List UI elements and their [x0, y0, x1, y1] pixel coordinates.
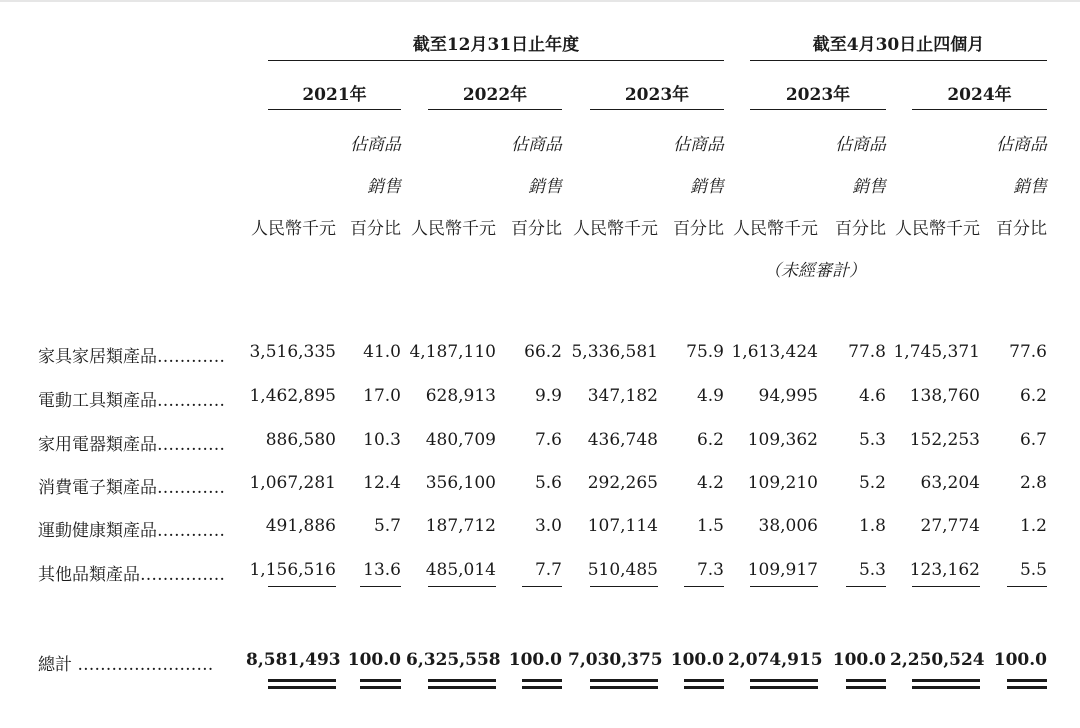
cell-percent: 4.6 — [858, 386, 886, 406]
total-amount: 7,030,375 — [568, 650, 663, 670]
col-amount: 人民幣千元 — [733, 219, 818, 239]
total-double-rule-top — [522, 679, 562, 682]
total-double-rule-bottom — [360, 686, 401, 689]
cell-amount: 485,014 — [425, 560, 496, 580]
cell-percent: 77.8 — [848, 342, 886, 362]
year-rule — [428, 109, 562, 110]
unaudited-note: （未經審計） — [764, 261, 866, 281]
total-double-rule-top — [268, 679, 336, 682]
cell-percent: 1.8 — [858, 516, 886, 536]
col-pct-line2: 銷售 — [528, 177, 562, 197]
total-double-rule-top — [684, 679, 724, 682]
col-pct-line3: 百分比 — [835, 219, 886, 239]
cell-amount: 436,748 — [587, 430, 658, 450]
cell-amount: 628,913 — [425, 386, 496, 406]
total-double-rule-bottom — [268, 686, 336, 689]
cell-percent: 3.0 — [534, 516, 562, 536]
subtotal-rule — [750, 586, 818, 587]
cell-amount: 347,182 — [587, 386, 658, 406]
cell-amount: 3,516,335 — [249, 342, 336, 362]
cell-amount: 27,774 — [920, 516, 980, 536]
cell-amount: 109,362 — [747, 430, 818, 450]
col-pct-line2: 銷售 — [367, 177, 401, 197]
cell-percent: 9.9 — [534, 386, 562, 406]
cell-amount: 138,760 — [909, 386, 980, 406]
total-double-rule-bottom — [912, 686, 980, 689]
cell-percent: 5.7 — [373, 516, 401, 536]
subtotal-rule — [360, 586, 401, 587]
cell-amount: 38,006 — [758, 516, 818, 536]
year-rule — [912, 109, 1047, 110]
total-double-rule-top — [846, 679, 886, 682]
total-amount: 2,250,524 — [890, 650, 985, 670]
cell-amount: 5,336,581 — [571, 342, 658, 362]
col-amount: 人民幣千元 — [573, 219, 658, 239]
top-border — [0, 0, 1080, 2]
cell-percent: 4.9 — [696, 386, 724, 406]
subtotal-rule — [846, 586, 886, 587]
year-rule — [750, 109, 886, 110]
cell-percent: 5.3 — [858, 560, 886, 580]
total-percent: 100.0 — [670, 650, 724, 670]
total-amount: 2,074,915 — [728, 650, 823, 670]
cell-amount: 1,067,281 — [249, 473, 336, 493]
year-2021: 2021年 — [302, 85, 367, 105]
col-amount: 人民幣千元 — [895, 219, 980, 239]
cell-percent: 10.3 — [363, 430, 401, 450]
cell-percent: 5.5 — [1019, 560, 1047, 580]
total-double-rule-top — [428, 679, 496, 682]
cell-amount: 886,580 — [265, 430, 336, 450]
cell-amount: 94,995 — [758, 386, 818, 406]
total-double-rule-bottom — [1007, 686, 1047, 689]
col-pct-line2: 銷售 — [690, 177, 724, 197]
total-double-rule-top — [1007, 679, 1047, 682]
cell-percent: 5.3 — [858, 430, 886, 450]
total-amount: 8,581,493 — [246, 650, 341, 670]
col-pct-line3: 百分比 — [511, 219, 562, 239]
year-2022: 2022年 — [462, 85, 528, 105]
cell-percent: 7.7 — [534, 560, 562, 580]
period-2024: 2024年 — [947, 85, 1012, 105]
cell-amount: 4,187,110 — [409, 342, 496, 362]
row-label: 家具家居類產品………… — [38, 347, 225, 367]
cell-amount: 510,485 — [587, 560, 658, 580]
col-pct-line3: 百分比 — [996, 219, 1047, 239]
subtotal-rule — [684, 586, 724, 587]
row-label: 家用電器類產品………… — [38, 435, 225, 455]
subtotal-rule — [268, 586, 336, 587]
subtotal-rule — [1007, 586, 1047, 587]
cell-percent: 2.8 — [1019, 473, 1047, 493]
total-percent: 100.0 — [508, 650, 562, 670]
total-double-rule-top — [912, 679, 980, 682]
total-double-rule-top — [360, 679, 401, 682]
cell-amount: 109,210 — [747, 473, 818, 493]
cell-percent: 1.5 — [696, 516, 724, 536]
col-pct-line1: 佔商品 — [511, 135, 562, 155]
row-label: 其他品類產品…………… — [38, 565, 225, 585]
cell-percent: 6.2 — [696, 430, 724, 450]
col-pct-line2: 銷售 — [1013, 177, 1047, 197]
total-double-rule-bottom — [684, 686, 724, 689]
cell-percent: 77.6 — [1009, 342, 1047, 362]
cell-amount: 109,917 — [747, 560, 818, 580]
col-pct-line3: 百分比 — [673, 219, 724, 239]
cell-amount: 1,156,516 — [249, 560, 336, 580]
year-2023: 2023年 — [624, 85, 690, 105]
header-rule-2 — [750, 60, 1047, 61]
cell-amount: 491,886 — [265, 516, 336, 536]
total-double-rule-bottom — [522, 686, 562, 689]
cell-percent: 6.7 — [1019, 430, 1047, 450]
header-year-end: 截至12月31日止年度 — [412, 35, 580, 55]
col-pct-line2: 銷售 — [852, 177, 886, 197]
cell-amount: 292,265 — [587, 473, 658, 493]
subtotal-rule — [912, 586, 980, 587]
total-label: 總計 …………………… — [38, 655, 214, 675]
total-double-rule-bottom — [428, 686, 496, 689]
header-four-months: 截至4月30日止四個月 — [812, 35, 985, 55]
cell-amount: 1,462,895 — [249, 386, 336, 406]
subtotal-rule — [590, 586, 658, 587]
total-double-rule-top — [590, 679, 658, 682]
cell-amount: 1,745,371 — [893, 342, 980, 362]
col-pct-line3: 百分比 — [350, 219, 401, 239]
cell-percent: 41.0 — [363, 342, 401, 362]
col-pct-line1: 佔商品 — [996, 135, 1047, 155]
header-rule-1 — [268, 60, 724, 61]
total-double-rule-bottom — [750, 686, 818, 689]
cell-percent: 75.9 — [686, 342, 724, 362]
total-amount: 6,325,558 — [406, 650, 501, 670]
cell-percent: 66.2 — [524, 342, 562, 362]
cell-percent: 13.6 — [363, 560, 401, 580]
subtotal-rule — [428, 586, 496, 587]
row-label: 運動健康類產品………… — [38, 521, 225, 541]
col-pct-line1: 佔商品 — [673, 135, 724, 155]
cell-percent: 17.0 — [363, 386, 401, 406]
subtotal-rule — [522, 586, 562, 587]
cell-percent: 1.2 — [1019, 516, 1047, 536]
cell-percent: 7.3 — [696, 560, 724, 580]
cell-amount: 187,712 — [425, 516, 496, 536]
total-double-rule-top — [750, 679, 818, 682]
col-pct-line1: 佔商品 — [350, 135, 401, 155]
total-double-rule-bottom — [846, 686, 886, 689]
cell-percent: 5.2 — [858, 473, 886, 493]
cell-amount: 63,204 — [920, 473, 980, 493]
cell-amount: 356,100 — [425, 473, 496, 493]
year-rule — [268, 109, 401, 110]
year-rule — [590, 109, 724, 110]
total-double-rule-bottom — [590, 686, 658, 689]
total-percent: 100.0 — [347, 650, 401, 670]
cell-amount: 1,613,424 — [731, 342, 818, 362]
col-pct-line1: 佔商品 — [835, 135, 886, 155]
cell-percent: 5.6 — [534, 473, 562, 493]
col-amount: 人民幣千元 — [411, 219, 496, 239]
cell-percent: 4.2 — [696, 473, 724, 493]
cell-percent: 7.6 — [534, 430, 562, 450]
cell-amount: 480,709 — [425, 430, 496, 450]
cell-percent: 12.4 — [363, 473, 401, 493]
total-percent: 100.0 — [832, 650, 886, 670]
row-label: 消費電子類產品………… — [38, 478, 225, 498]
period-2023: 2023年 — [785, 85, 851, 105]
cell-amount: 107,114 — [587, 516, 658, 536]
col-amount: 人民幣千元 — [251, 219, 336, 239]
cell-amount: 152,253 — [909, 430, 980, 450]
cell-percent: 6.2 — [1019, 386, 1047, 406]
cell-amount: 123,162 — [909, 560, 980, 580]
total-percent: 100.0 — [993, 650, 1047, 670]
row-label: 電動工具類產品………… — [38, 391, 225, 411]
